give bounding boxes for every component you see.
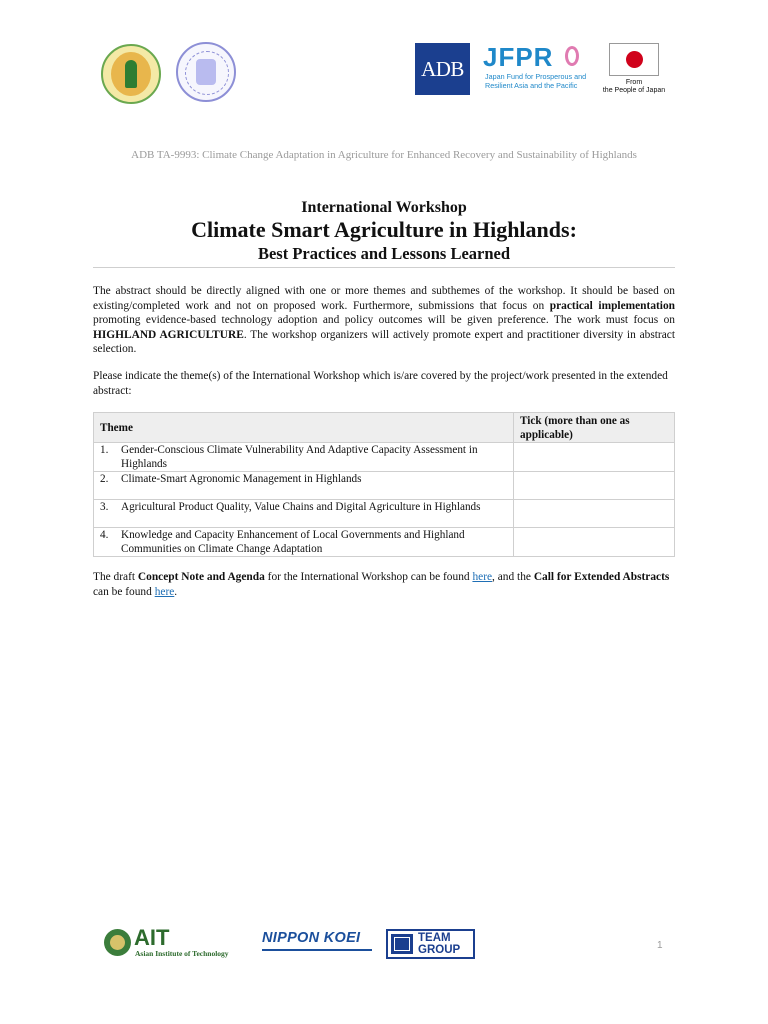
intro-text-3: . The workshop organizers will actively promote expert and practitioner diversity in abstract selection. xyxy=(93,328,675,355)
tick-cell[interactable] xyxy=(514,472,675,500)
theme-number: 1. xyxy=(100,444,109,456)
tick-cell[interactable] xyxy=(514,528,675,557)
title-divider xyxy=(93,267,675,268)
intro-text-2: promoting evidence-based technology adoption and policy outcomes will be given preference. The work must focus on xyxy=(93,314,675,326)
theme-number: 2. xyxy=(100,473,109,485)
call-for-abstracts-link[interactable]: here xyxy=(154,585,175,598)
intro-paragraph xyxy=(93,284,675,357)
theme-text: Knowledge and Capacity Enhancement of Local Governments and Highland Communities on Climate Change Adaptation xyxy=(121,529,465,555)
event-kicker: International Workshop xyxy=(301,199,467,216)
theme-number: 4. xyxy=(100,529,109,541)
japan-caption-line2: the People of Japan xyxy=(602,87,666,94)
adb-logo xyxy=(415,43,470,95)
instruction-paragraph: Please indicate the theme(s) of the International Workshop which is/are covered by the project/work presented in the extended abstract: xyxy=(93,370,668,397)
japan-caption xyxy=(596,79,672,95)
theme-cell xyxy=(94,528,514,557)
closing-text-3: , and the xyxy=(492,571,534,583)
thai-royal-seal-logo xyxy=(101,44,161,104)
jfpr-subtitle xyxy=(485,73,586,90)
page-title: Climate Smart Agriculture in Highlands: xyxy=(191,217,577,242)
ait-logo-text: AIT xyxy=(134,925,170,950)
closing-paragraph xyxy=(93,570,675,599)
page-number: 1 xyxy=(657,940,663,951)
theme-cell xyxy=(94,500,514,528)
seal-core-icon xyxy=(196,59,216,85)
ait-emblem-icon xyxy=(104,929,131,956)
table-row xyxy=(94,443,675,472)
jfpr-subtitle-line1: Japan Fund for Prosperous and xyxy=(485,72,587,81)
themes-table xyxy=(93,412,675,557)
nippon-koei-underline xyxy=(262,949,372,951)
ribbon-knot-icon xyxy=(565,46,579,66)
theme-column-header: Theme xyxy=(94,413,514,443)
intro-bold-highland: HIGHLAND AGRICULTURE xyxy=(93,328,244,341)
page-subtitle: Best Practices and Lessons Learned xyxy=(257,244,511,263)
tick-cell[interactable] xyxy=(514,443,675,472)
intro-text-1: The abstract should be directly aligned with one or more themes and subthemes of the workshop. It should be based on existing/completed work and not on proposed work. Furthermore, submissions that focus on xyxy=(93,285,675,312)
team-text-line2: GROUP xyxy=(418,944,461,956)
closing-text-2: for the International Workshop can be found xyxy=(264,571,473,583)
table-header-row xyxy=(94,413,675,443)
thai-ministry-seal-logo xyxy=(176,42,236,102)
intro-bold-practical: practical implementation xyxy=(549,299,675,312)
closing-text-1: The draft xyxy=(93,571,138,583)
jfpr-logo xyxy=(483,42,588,94)
ait-tagline: Asian Institute of Technology xyxy=(135,949,229,958)
japan-flag-icon xyxy=(609,43,659,76)
running-header: ADB TA-9993: Climate Change Adaptation in Agriculture for Enhanced Recovery and Sustainability of Highlands xyxy=(131,149,637,161)
closing-bold-concept-note: Concept Note and Agenda xyxy=(137,571,265,583)
ait-logo xyxy=(104,925,244,959)
team-text-line1: TEAM xyxy=(418,932,451,944)
table-row xyxy=(94,472,675,500)
team-group-logo xyxy=(386,929,475,959)
jfpr-logo-text: JFPR xyxy=(483,42,554,72)
theme-cell xyxy=(94,472,514,500)
table-row xyxy=(94,500,675,528)
seal-figure-icon xyxy=(125,60,137,88)
jfpr-subtitle-line2: Resilient Asia and the Pacific xyxy=(485,80,578,90)
concept-note-link[interactable]: here xyxy=(472,571,493,583)
tick-cell[interactable] xyxy=(514,500,675,528)
closing-bold-call: Call for Extended Abstracts xyxy=(533,571,670,583)
theme-number: 3. xyxy=(100,501,109,513)
adb-logo-text: ADB xyxy=(421,56,464,81)
theme-text: Agricultural Product Quality, Value Chains and Digital Agriculture in Highlands xyxy=(121,501,481,513)
ait-emblem-core-icon xyxy=(110,935,125,950)
closing-text-4: can be found xyxy=(93,585,155,598)
team-mark-icon xyxy=(391,934,413,954)
closing-text-5: . xyxy=(174,585,178,598)
nippon-koei-logo: NIPPON KOEI xyxy=(262,930,361,946)
tick-column-header: Tick (more than one as applicable) xyxy=(514,413,675,443)
table-row xyxy=(94,528,675,557)
team-group-text xyxy=(418,932,460,956)
theme-text: Gender-Conscious Climate Vulnerability And Adaptive Capacity Assessment in Highlands xyxy=(121,444,478,470)
rising-sun-icon xyxy=(626,51,643,68)
theme-cell xyxy=(94,443,514,472)
japan-caption-line1: From xyxy=(625,79,643,86)
theme-text: Climate-Smart Agronomic Management in Highlands xyxy=(121,473,362,485)
